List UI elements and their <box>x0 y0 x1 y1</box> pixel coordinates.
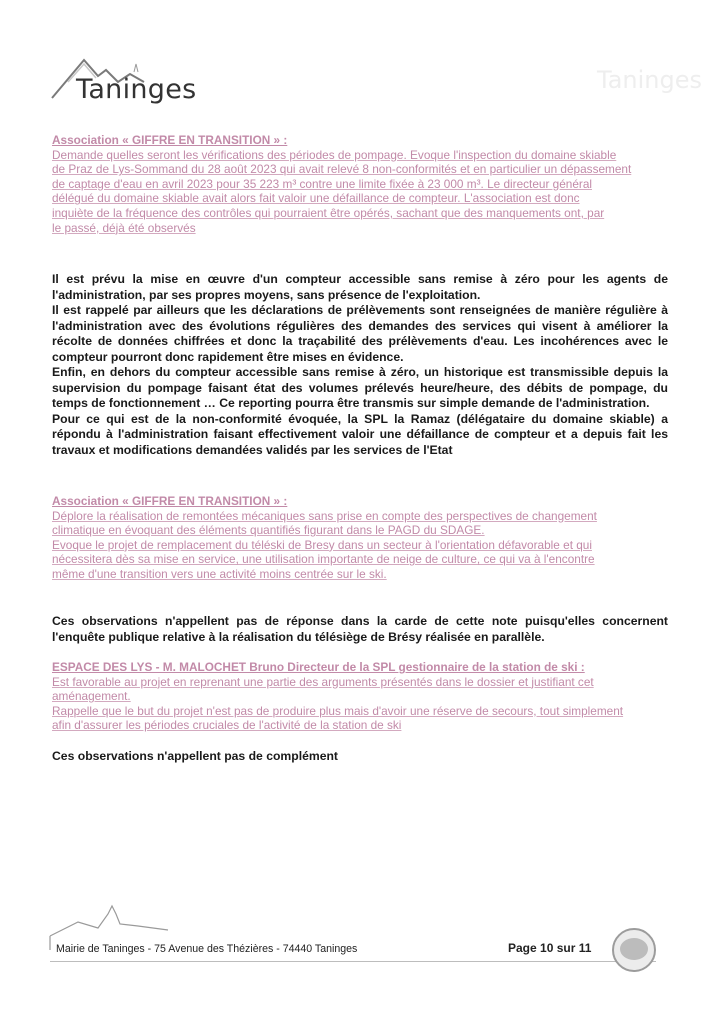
observation-line: délégué du domaine skiable avait alors fait valoir une défaillance de compteur. L'association est donc <box>52 191 580 206</box>
response-block-3 <box>52 749 668 765</box>
response-paragraph: Il est prévu la mise en œuvre d'un compteur accessible sans remise à zéro pour les agents de l'administration, par ses propres moyens, sans présence de l'exploitation. <box>52 272 668 302</box>
observation-line: le passé, déjà été observés <box>52 220 196 235</box>
response-paragraph: Pour ce qui est de la non-conformité évoquée, la SPL la Ramaz (délégataire du domaine skiable) a répondu à l'administration faisant effectivement valoir une défaillance de compteur et a depuis fait les travaux et modifications demandées validés par les services de l'Etat <box>52 411 668 457</box>
observation-heading: Association « GIFFRE EN TRANSITION » : <box>52 133 288 147</box>
response-paragraph: Ces observations n'appellent pas de réponse dans la carde de cette note puisqu'elles concernent l'enquête publique relative à la réalisation du télésiège de Brésy réalisée en parallèle. <box>52 614 668 644</box>
observation-line: Rappelle que le but du projet n'est pas de produire plus mais d'avoir une réserve de secours, tout simplement <box>52 703 624 718</box>
observation-line: climatique en évoquant des éléments quantifiés figurant dans le PAGD du SDAGE. <box>52 523 485 538</box>
faint-watermark-logo: Taninges <box>597 66 702 94</box>
page-number: Page 10 sur 11 <box>508 941 592 955</box>
observation-heading: Association « GIFFRE EN TRANSITION » : <box>52 494 288 508</box>
response-paragraph: Il est rappelé par ailleurs que les déclarations de prélèvements sont renseignées de manière régulière à l'administration avec des évolutions régulières des demandes des services qui visent à améliorer la récolte de données chiffrées et donc la traçabilité des prélèvements d'eau. Les incohérences avec le compteur pourront donc rapidement être mises en évidence. <box>52 303 668 364</box>
observation-line: Est favorable au projet en reprenant une partie des arguments présentés dans le dossier et justifiant cet <box>52 674 594 689</box>
logo-text: Taninges <box>76 74 197 105</box>
observation-line: de captage d'eau en avril 2023 pour 35 223 m³ contre une limite fixée à 23 000 m³. Le directeur général <box>52 176 593 191</box>
footer-divider <box>50 961 656 962</box>
observation-line: Demande quelles seront les vérifications des périodes de pompage. Evoque l'inspection du domaine skiable <box>52 147 617 162</box>
observation-heading: ESPACE DES LYS - M. MALOCHET Bruno Directeur de la SPL gestionnaire de la station de ski : <box>52 660 585 674</box>
response-block-1 <box>52 272 668 458</box>
observation-espace-des-lys <box>52 660 668 733</box>
response-paragraph: Ces observations n'appellent pas de complément <box>52 749 338 763</box>
observation-line: Déplore la réalisation de remontées mécaniques sans prise en compte des perspectives de changement <box>52 508 597 523</box>
observation-line: même d'une transition vers une activité moins centrée sur le ski. <box>52 566 387 581</box>
observation-line: de Praz de Lys-Sommand du 28 août 2023 qui avait relevé 8 non-conformités et en particulier un dépassement <box>52 162 632 177</box>
observation-line: nécessitera dès sa mise en service, une utilisation importante de neige de culture, ce qui va à l'encontre <box>52 552 595 567</box>
commune-seal-icon <box>612 928 656 972</box>
response-paragraph: Enfin, en dehors du compteur accessible sans remise à zéro, un historique est transmissible depuis la supervision du pompage faisant état des volumes prélevés heure/heure, des débits de pompage, du temps de fonctionnement … Ce reporting pourra être transmis sur simple demande de l'administration. <box>52 365 668 410</box>
observation-line: inquiète de la fréquence des contrôles qui pourraient être opérés, sachant que des manquements ont, par <box>52 205 605 220</box>
observation-giffre-2 <box>52 494 668 582</box>
observation-line: aménagement. <box>52 689 131 704</box>
observation-giffre-1 <box>52 133 668 235</box>
observation-line: afin d'assurer les périodes cruciales de l'activité de la station de ski <box>52 718 402 733</box>
footer-address: Mairie de Taninges - 75 Avenue des Thézières - 74440 Taninges <box>56 943 358 955</box>
response-block-2 <box>52 614 668 645</box>
observation-line: Evoque le projet de remplacement du téléski de Bresy dans un secteur à l'orientation défavorable et qui <box>52 537 592 552</box>
taninges-logo <box>48 52 197 114</box>
seal-emblem <box>620 938 648 960</box>
